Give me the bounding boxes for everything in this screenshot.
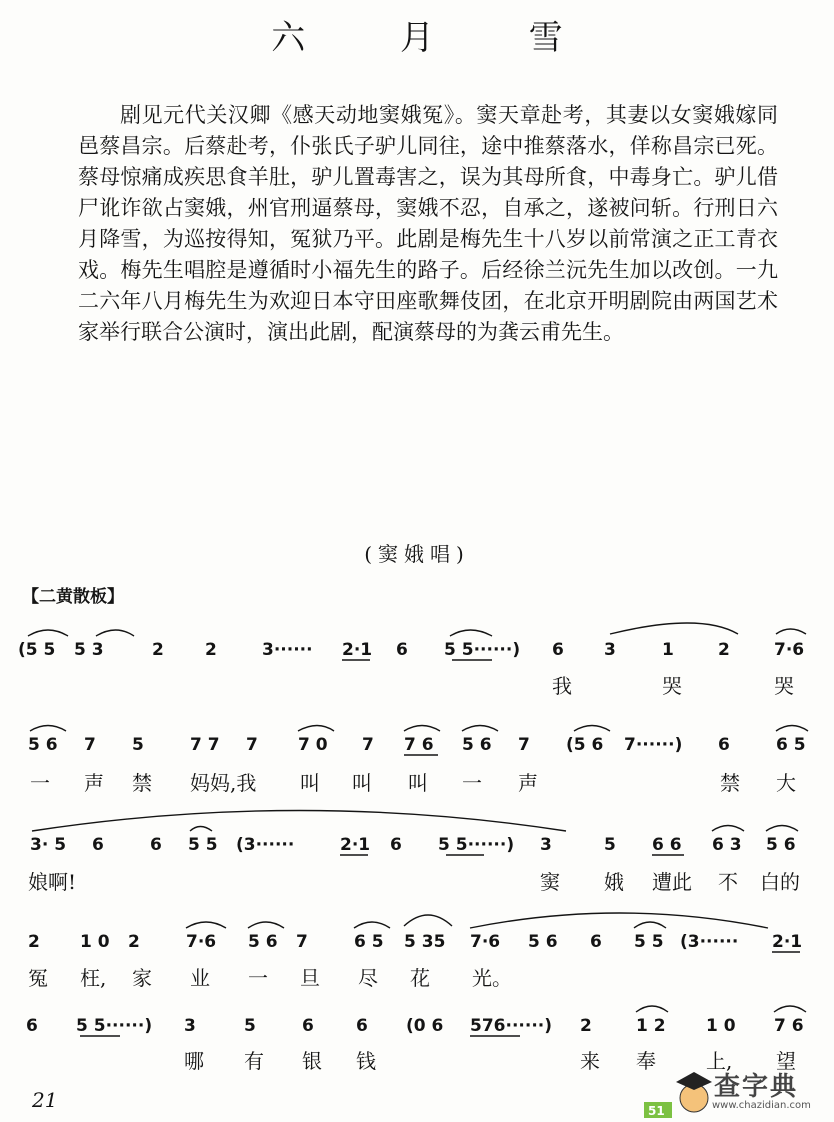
lyric: 一 <box>30 771 50 795</box>
lyric: 哭 <box>774 674 794 698</box>
note: 5 5······) <box>76 1016 153 1036</box>
lyric: 家 <box>132 966 152 990</box>
note: 2·1 <box>772 932 803 952</box>
lyric: 尽 <box>358 966 378 990</box>
note: 6 <box>150 835 162 855</box>
note: 7·6 <box>186 932 217 952</box>
note: 576······) <box>470 1016 553 1036</box>
lyric: 冤 <box>28 966 48 990</box>
note: 2 <box>580 1016 592 1036</box>
note: 7·6 <box>774 640 805 660</box>
song-title: 六 月 雪 <box>271 18 605 58</box>
note: (5 5 <box>18 640 56 660</box>
lyric: 哪 <box>184 1049 204 1073</box>
note: (5 6 <box>566 735 604 755</box>
note: 6 5 <box>776 735 806 755</box>
note: 3 <box>604 640 616 660</box>
lyric: 不 <box>718 870 738 894</box>
lyric: 遭此 <box>652 870 692 894</box>
lyric: 禁 <box>720 771 740 795</box>
lyric: 哭 <box>662 674 682 698</box>
lyric: 旦 <box>300 966 320 990</box>
note: 2 <box>205 640 217 660</box>
note: 3 <box>184 1016 196 1036</box>
note: 5 6 <box>528 932 558 952</box>
lyric: 窦 <box>540 870 560 894</box>
lyric: 望 <box>776 1049 796 1073</box>
note: 5 6 <box>248 932 278 952</box>
note: 6 <box>718 735 730 755</box>
note: 1 <box>662 640 674 660</box>
note: 6 <box>92 835 104 855</box>
lyric: 钱 <box>356 1049 376 1073</box>
note: 7 6 <box>404 735 434 755</box>
lyric: 妈妈,我 <box>190 771 257 795</box>
note: 2·1 <box>342 640 373 660</box>
note: 7 6 <box>774 1016 804 1036</box>
intro-paragraph: 剧见元代关汉卿《感天动地窦娥冤》。窦天章赴考，其妻以女窦娥嫁同邑蔡昌宗。后蔡赴考，仆张氏子驴儿同往，途中推蔡落水，佯称昌宗已死。蔡母惊痛成疾思食羊肚，驴儿置毒害之，误为其母所食，中毒身亡。驴儿借尸讹诈欲占窦娥，州官刑逼蔡母，窦娥不忍，自承之，遂被问斩。行刑日六月降雪，为巡按得知，冤狱乃平。此剧是梅先生十八岁以前常演之正工青衣戏。梅先生唱腔是遵循时小福先生的路子。后经徐兰沅先生加以改创。一九二六年八月梅先生为欢迎日本守田座歌舞伎团，在北京开明剧院由两国艺术家举行联合公演时，演出此剧，配演蔡母的为龚云甫先生。 <box>78 103 778 344</box>
note: 5 <box>132 735 144 755</box>
note: 6 6 <box>652 835 682 855</box>
note: 6 3 <box>712 835 742 855</box>
underlines <box>80 660 803 1036</box>
note: 6 <box>356 1016 368 1036</box>
note: 5 5······) <box>438 835 515 855</box>
note: 6 <box>390 835 402 855</box>
lyric: 声 <box>518 771 538 795</box>
note: 2 <box>718 640 730 660</box>
note: 7 0 <box>298 735 328 755</box>
lyric: 白的 <box>760 870 800 894</box>
lyric: 禁 <box>132 771 152 795</box>
page-number: 21 <box>32 1088 58 1112</box>
note: 3······ <box>262 640 313 660</box>
note: (3······ <box>680 932 739 952</box>
note: 2 <box>152 640 164 660</box>
note: 7 <box>84 735 96 755</box>
lyric: 上, <box>706 1049 733 1073</box>
lyric: 奉 <box>636 1049 656 1073</box>
lyric: 一 <box>462 771 482 795</box>
lyric: 光。 <box>472 966 512 990</box>
note: 5 35 <box>404 932 446 952</box>
lyric: 大 <box>776 771 796 795</box>
note: 7 <box>246 735 258 755</box>
note: 2·1 <box>340 835 371 855</box>
lyric: 一 <box>248 966 268 990</box>
watermark-badge: 51 <box>648 1104 665 1118</box>
lyric: 银 <box>302 1049 322 1073</box>
lyric: 声 <box>84 771 104 795</box>
note: 5 5 <box>634 932 664 952</box>
lyric: 娥 <box>604 870 624 894</box>
note: 6 <box>552 640 564 660</box>
note: 7 7 <box>190 735 220 755</box>
note: 5 6 <box>766 835 796 855</box>
note: 5 5······) <box>444 640 521 660</box>
note: 5 6 <box>462 735 492 755</box>
slurs <box>28 623 808 1012</box>
note: 5 <box>244 1016 256 1036</box>
note: 6 <box>302 1016 314 1036</box>
watermark-text: 查字典 <box>714 1072 799 1102</box>
lyric: 有 <box>244 1049 264 1073</box>
note: 7 <box>518 735 530 755</box>
watermark-url: www.chazidian.com <box>712 1100 811 1111</box>
note: (3······ <box>236 835 295 855</box>
section-heading: 【二黄散板】 <box>22 587 124 607</box>
note: 1 0 <box>80 932 110 952</box>
note: 1 2 <box>636 1016 666 1036</box>
note: 5 6 <box>28 735 58 755</box>
lyric: 我 <box>552 674 572 698</box>
note: 6 5 <box>354 932 384 952</box>
lyric: 娘啊! <box>28 870 77 894</box>
note: 5 5 <box>188 835 218 855</box>
note: 1 0 <box>706 1016 736 1036</box>
singer-label: (窦娥唱) <box>364 542 470 566</box>
note: 3 <box>540 835 552 855</box>
lyric: 叫 <box>300 771 320 795</box>
lyric: 业 <box>190 966 210 990</box>
note: 6 <box>590 932 602 952</box>
lyric: 来 <box>580 1049 600 1073</box>
note: 7 <box>362 735 374 755</box>
note: 5 3 <box>74 640 104 660</box>
note: 7······) <box>624 735 683 755</box>
note: 6 <box>26 1016 38 1036</box>
note: 2 <box>128 932 140 952</box>
note: 7·6 <box>470 932 501 952</box>
lyric: 花 <box>410 966 430 990</box>
note: 5 <box>604 835 616 855</box>
lyric: 叫 <box>408 771 428 795</box>
lyric: 叫 <box>352 771 372 795</box>
lyric: 枉, <box>80 966 107 990</box>
note: 2 <box>28 932 40 952</box>
note: 3· 5 <box>30 835 67 855</box>
note: 6 <box>396 640 408 660</box>
note: 7 <box>296 932 308 952</box>
note: (0 6 <box>406 1016 444 1036</box>
